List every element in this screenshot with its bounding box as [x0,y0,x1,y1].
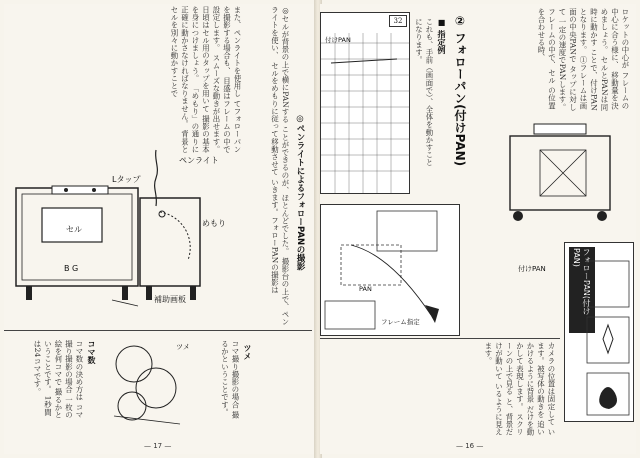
left-top-body: また、ペンライトを使用し てフォローパンを撮影する場合も、 目盛はフレームの中で設定します。 スムーズな動きが出せます。 日頃はセル用のタップを用いて 撮影の基本を身につけましょう。 「めもり」の通りに 正確に動かさなければなりません。 背景とセルを別々に動かすことで [170,6,242,153]
tsume-heading: ツメ [243,344,252,360]
koma-heading: コマ数 [87,340,96,364]
pan-mark-label: PAN [359,285,372,293]
sheet-number: 32 [389,15,407,27]
hojo-label: 補助画板 [154,295,186,304]
penlight-heading: ◎ペンライトによるフォローPANの撮影 [295,114,305,271]
right-page [320,4,636,454]
frame-spec-label: フレーム指定 [381,318,420,326]
koma-body: コマ数の決め方は コマ撮り撮影の場合 一枚の絵を何コマで 撮るかということです。 1秒間は24コマです。 [33,340,84,419]
frame-spec-diagram [320,204,460,336]
left-page [4,4,316,454]
penlight-label: ペンライト [179,156,219,165]
sidebox-title: フォローPAN(付けPAN) [569,247,595,333]
right-bottom-body: カメラの位置は固定して います。被写体の動きを 追いかけるように背景 だけを動かして表現します。 スクリーンの上で見る と、背景だけが動いて いるように見えます。 [484,342,556,436]
memori-label: めもり [202,219,226,228]
left-bottom-divider [4,330,312,331]
frame-spec-graphic [321,205,459,335]
tsuke-pan-label: 付けPAN [518,265,546,273]
section-title: ② フォローパン(付けPAN) [453,14,467,167]
right-top-body: ロケットの中心が フレームの中心に合う様に、 移動量を決めましょう。 セルとPANは同時に動かす ことで、付けPANとなります。 ①フレームは画面の中央PANで タップに対して 一定の速度でPANします。 フレームの中で、セル の位置を合わせる時、 [537,8,630,111]
ltap-label: Lタップ [112,175,141,184]
fuke-pan-label: 付けPAN [325,36,351,44]
rocket-frames [565,243,633,421]
left-page-number: — 17 — [144,442,172,450]
right-bottom-divider [320,338,560,339]
note-text: これも、手前（画面で）、全体を動かすことになります。 [414,18,434,167]
timing-sheet [320,12,410,194]
follow-pan-sidebox [564,242,634,422]
right-page-number: — 16 — [456,442,484,450]
sub-heading: ■ 指定例 [437,18,446,54]
tsume-label: ツメ [176,343,190,351]
left-right-body: ◎セルが背景の上で横にPANする ことができるのが、ほとんどでした。 撮影台の上で、ペンライトを使い、 セルをめもりに従って移動させて いきます。フォローPANの撮影は [270,6,290,326]
bg-label: B G [64,264,79,273]
cel-label: セル [66,225,82,234]
tsume-body: コマ撮り撮影の場合 撮るかということです。 [220,340,240,419]
camera-stand-illustration [500,116,620,226]
